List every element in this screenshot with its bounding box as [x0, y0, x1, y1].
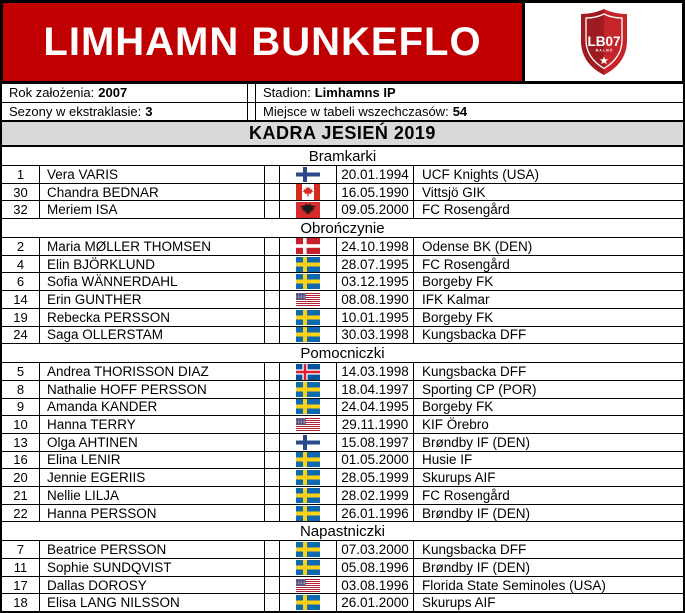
player-number-cell: 11 — [2, 559, 40, 576]
founded-value: 2007 — [98, 85, 128, 101]
player-name-cell: Rebecka PERSSON — [40, 309, 265, 326]
player-club-cell: Skurups AIF — [422, 595, 496, 611]
player-name-cell: Hanna PERSSON — [40, 505, 265, 522]
player-club-cell: KIF Örebro — [422, 417, 489, 433]
seasons-value: 3 — [145, 103, 153, 119]
club-banner-title-area — [3, 3, 522, 81]
flag-sweden-icon — [296, 506, 320, 521]
player-nationality-cell — [280, 594, 337, 611]
section-header-label: Obrończynie — [300, 219, 385, 237]
player-birthdate-cell: 03.08.1996 — [337, 577, 414, 594]
player-name-cell: Jennie EGERIIS — [40, 469, 265, 486]
player-number-cell: 16 — [2, 452, 40, 469]
table-row — [2, 184, 683, 202]
player-name-cell: Amanda KANDER — [40, 399, 265, 416]
player-birthdate-cell: 28.05.1999 — [337, 469, 414, 486]
flag-finland-icon — [296, 435, 320, 450]
table-row — [2, 505, 683, 523]
section-header — [2, 522, 683, 541]
player-nationality-cell — [280, 452, 337, 469]
table-row — [2, 577, 683, 595]
spacer-cell — [265, 469, 280, 486]
player-number-cell: 20 — [2, 469, 40, 486]
player-birthdate-cell: 16.05.1990 — [337, 184, 414, 201]
player-number-cell: 18 — [2, 594, 40, 611]
player-name-cell: Sophie SUNDQVIST — [40, 559, 265, 576]
player-birthdate-cell: 09.05.2000 — [337, 201, 414, 218]
player-number-cell: 30 — [2, 184, 40, 201]
section-header-label: Pomocniczki — [300, 344, 385, 362]
spacer-cell — [265, 594, 280, 611]
player-birthdate-cell: 10.01.1995 — [337, 309, 414, 326]
spacer-cell — [265, 577, 280, 594]
player-number-cell: 8 — [2, 381, 40, 398]
player-number-cell: 22 — [2, 505, 40, 522]
player-birthdate-cell: 08.08.1990 — [337, 291, 414, 308]
squad-title: KADRA JESIEŃ 2019 — [249, 123, 436, 143]
info-row-founded-stadium — [0, 84, 685, 103]
flag-usa-icon — [296, 293, 320, 306]
player-nationality-cell — [280, 256, 337, 273]
stadium-label: Stadion: — [263, 85, 311, 101]
player-club-cell: Vittsjö GIK — [422, 184, 486, 200]
section-header-label: Napastniczki — [299, 522, 386, 540]
flag-usa-icon — [296, 579, 320, 592]
player-name-cell: Elisa LANG NILSSON — [40, 594, 265, 611]
player-name-cell: Nellie LILJA — [40, 487, 265, 504]
table-row — [2, 238, 683, 256]
player-number-cell: 13 — [2, 434, 40, 451]
player-name-cell: Hanna TERRY — [40, 416, 265, 433]
player-number-cell: 10 — [2, 416, 40, 433]
player-birthdate-cell: 30.03.1998 — [337, 327, 414, 344]
player-nationality-cell — [280, 201, 337, 218]
player-nationality-cell — [280, 273, 337, 290]
alltime-rank-label: Miejsce w tabeli wszechczasów: — [263, 103, 449, 119]
section-header — [2, 344, 683, 363]
spacer-cell — [265, 434, 280, 451]
player-nationality-cell — [280, 166, 337, 183]
player-birthdate-cell: 18.04.1997 — [337, 381, 414, 398]
spacer-cell — [265, 363, 280, 380]
player-name-cell: Vera VARIS — [40, 166, 265, 183]
player-club-cell: Skurups AIF — [422, 470, 496, 486]
table-row — [2, 434, 683, 452]
spacer-cell — [265, 291, 280, 308]
spacer-cell — [265, 487, 280, 504]
player-birthdate-cell: 28.02.1999 — [337, 487, 414, 504]
spacer-cell — [265, 166, 280, 183]
flag-sweden-icon — [296, 257, 320, 272]
player-nationality-cell — [280, 381, 337, 398]
player-club-cell: IFK Kalmar — [422, 291, 490, 307]
table-row — [2, 487, 683, 505]
section-header-label: Bramkarki — [308, 147, 377, 165]
flag-iceland-icon — [296, 364, 320, 380]
table-row — [2, 201, 683, 219]
player-name-cell: Olga AHTINEN — [40, 434, 265, 451]
squad-title-bar — [0, 121, 685, 147]
flag-sweden-icon — [296, 560, 320, 575]
player-birthdate-cell: 20.01.1994 — [337, 166, 414, 183]
player-name-cell: Elin BJÖRKLUND — [40, 256, 265, 273]
player-club-cell: Borgeby FK — [422, 309, 494, 325]
spacer-cell — [265, 505, 280, 522]
club-logo-box — [522, 3, 682, 81]
player-birthdate-cell: 28.07.1995 — [337, 256, 414, 273]
flag-sweden-icon — [296, 488, 320, 503]
table-row — [2, 327, 683, 345]
table-row — [2, 166, 683, 184]
player-nationality-cell — [280, 505, 337, 522]
player-number-cell: 21 — [2, 487, 40, 504]
player-nationality-cell — [280, 434, 337, 451]
player-number-cell: 9 — [2, 399, 40, 416]
player-club-cell: UCF Knights (USA) — [422, 166, 540, 182]
player-number-cell: 7 — [2, 541, 40, 558]
flag-sweden-icon — [296, 310, 320, 325]
player-birthdate-cell: 01.05.2000 — [337, 452, 414, 469]
player-number-cell: 19 — [2, 309, 40, 326]
flag-usa-icon — [296, 418, 320, 431]
founded-cell — [2, 84, 248, 102]
player-birthdate-cell: 26.01.2000 — [337, 594, 414, 611]
flag-sweden-icon — [296, 542, 320, 557]
player-number-cell: 14 — [2, 291, 40, 308]
player-name-cell: Dallas DOROSY — [40, 577, 265, 594]
player-club-cell: Odense BK (DEN) — [422, 238, 533, 254]
player-nationality-cell — [280, 327, 337, 344]
flag-denmark-icon — [296, 238, 320, 254]
player-nationality-cell — [280, 291, 337, 308]
spacer-cell — [265, 399, 280, 416]
player-number-cell: 1 — [2, 166, 40, 183]
player-nationality-cell — [280, 559, 337, 576]
table-row — [2, 399, 683, 417]
player-birthdate-cell: 03.12.1995 — [337, 273, 414, 290]
spacer-cell — [265, 381, 280, 398]
section-header — [2, 147, 683, 166]
player-name-cell: Erin GUNTHER — [40, 291, 265, 308]
alltime-rank-value: 54 — [452, 103, 468, 119]
player-number-cell: 5 — [2, 363, 40, 380]
player-name-cell: Elina LENIR — [40, 452, 265, 469]
club-name-title: LIMHAMN BUNKEFLO — [43, 19, 482, 64]
player-number-cell: 17 — [2, 577, 40, 594]
player-club-cell: Borgeby FK — [422, 274, 494, 290]
table-row — [2, 594, 683, 611]
player-nationality-cell — [280, 363, 337, 380]
player-nationality-cell — [280, 184, 337, 201]
player-club-cell: Brøndby IF (DEN) — [422, 559, 531, 575]
table-row — [2, 541, 683, 559]
flag-sweden-icon — [296, 470, 320, 485]
player-birthdate-cell: 07.03.2000 — [337, 541, 414, 558]
seasons-cell — [2, 103, 248, 121]
player-club-cell: Florida State Seminoles (USA) — [422, 577, 606, 593]
info-spacer-cell — [248, 103, 256, 121]
player-name-cell: Saga OLLERSTAM — [40, 327, 265, 344]
player-nationality-cell — [280, 309, 337, 326]
player-number-cell: 2 — [2, 238, 40, 255]
spacer-cell — [265, 541, 280, 558]
player-birthdate-cell: 24.10.1998 — [337, 238, 414, 255]
info-row-seasons-ranking — [0, 103, 685, 122]
flag-sweden-icon — [296, 274, 320, 289]
player-nationality-cell — [280, 469, 337, 486]
spacer-cell — [265, 201, 280, 218]
flag-sweden-icon — [296, 452, 320, 467]
player-name-cell: Nathalie HOFF PERSSON — [40, 381, 265, 398]
table-row — [2, 381, 683, 399]
player-club-cell: Sporting CP (POR) — [422, 381, 537, 397]
player-club-cell: FC Rosengård — [422, 487, 510, 503]
table-row — [2, 363, 683, 381]
player-nationality-cell — [280, 487, 337, 504]
player-birthdate-cell: 29.11.1990 — [337, 416, 414, 433]
spacer-cell — [265, 273, 280, 290]
player-nationality-cell — [280, 416, 337, 433]
stadium-cell — [256, 84, 683, 102]
flag-sweden-icon — [296, 327, 320, 342]
player-name-cell: Andrea THORISSON DIAZ — [40, 363, 265, 380]
player-nationality-cell — [280, 541, 337, 558]
svg-text:MALMÖ: MALMÖ — [595, 48, 614, 53]
player-nationality-cell — [280, 577, 337, 594]
player-club-cell: Kungsbacka DFF — [422, 327, 527, 343]
table-row — [2, 256, 683, 274]
player-nationality-cell — [280, 238, 337, 255]
flag-sweden-icon — [296, 595, 320, 610]
player-club-cell: Kungsbacka DFF — [422, 364, 527, 380]
spacer-cell — [265, 327, 280, 344]
table-row — [2, 273, 683, 291]
spacer-cell — [265, 452, 280, 469]
flag-sweden-icon — [296, 399, 320, 414]
player-birthdate-cell: 24.04.1995 — [337, 399, 414, 416]
spacer-cell — [265, 184, 280, 201]
player-club-cell: Brøndby IF (DEN) — [422, 434, 531, 450]
player-name-cell: Sofia WÄNNERDAHL — [40, 273, 265, 290]
player-name-cell: Chandra BEDNAR — [40, 184, 265, 201]
spacer-cell — [265, 309, 280, 326]
player-name-cell: Meriem ISA — [40, 201, 265, 218]
table-row — [2, 416, 683, 434]
table-row — [2, 452, 683, 470]
table-row — [2, 559, 683, 577]
player-number-cell: 32 — [2, 201, 40, 218]
player-club-cell: Brøndby IF (DEN) — [422, 505, 531, 521]
flag-albania-icon — [296, 202, 320, 218]
flag-sweden-icon — [296, 382, 320, 397]
table-row — [2, 309, 683, 327]
player-number-cell: 24 — [2, 327, 40, 344]
stadium-value: Limhamns IP — [314, 85, 396, 101]
info-spacer-cell — [248, 84, 256, 102]
spacer-cell — [265, 416, 280, 433]
player-club-cell: Kungsbacka DFF — [422, 542, 527, 558]
flag-finland-icon — [296, 167, 320, 182]
player-name-cell: Beatrice PERSSON — [40, 541, 265, 558]
spacer-cell — [265, 256, 280, 273]
player-birthdate-cell: 14.03.1998 — [337, 363, 414, 380]
alltime-rank-cell — [256, 103, 683, 121]
club-banner — [0, 0, 685, 84]
player-nationality-cell — [280, 399, 337, 416]
table-row — [2, 291, 683, 309]
seasons-label: Sezony w ekstraklasie: — [9, 103, 142, 119]
player-club-cell: FC Rosengård — [422, 202, 510, 218]
player-club-cell: FC Rosengård — [422, 256, 510, 272]
player-birthdate-cell: 26.01.1996 — [337, 505, 414, 522]
table-row — [2, 469, 683, 487]
player-number-cell: 4 — [2, 256, 40, 273]
founded-label: Rok założenia: — [9, 85, 95, 101]
flag-canada-icon — [296, 184, 320, 200]
player-club-cell: Borgeby FK — [422, 399, 494, 415]
player-number-cell: 6 — [2, 273, 40, 290]
player-club-cell: Husie IF — [422, 452, 473, 468]
spacer-cell — [265, 559, 280, 576]
player-birthdate-cell: 05.08.1996 — [337, 559, 414, 576]
svg-text:LB07: LB07 — [586, 34, 621, 49]
squad-roster-table — [0, 147, 685, 613]
club-crest-icon — [578, 8, 630, 76]
spacer-cell — [265, 238, 280, 255]
section-header — [2, 219, 683, 238]
player-name-cell: Maria MØLLER THOMSEN — [40, 238, 265, 255]
player-birthdate-cell: 15.08.1997 — [337, 434, 414, 451]
